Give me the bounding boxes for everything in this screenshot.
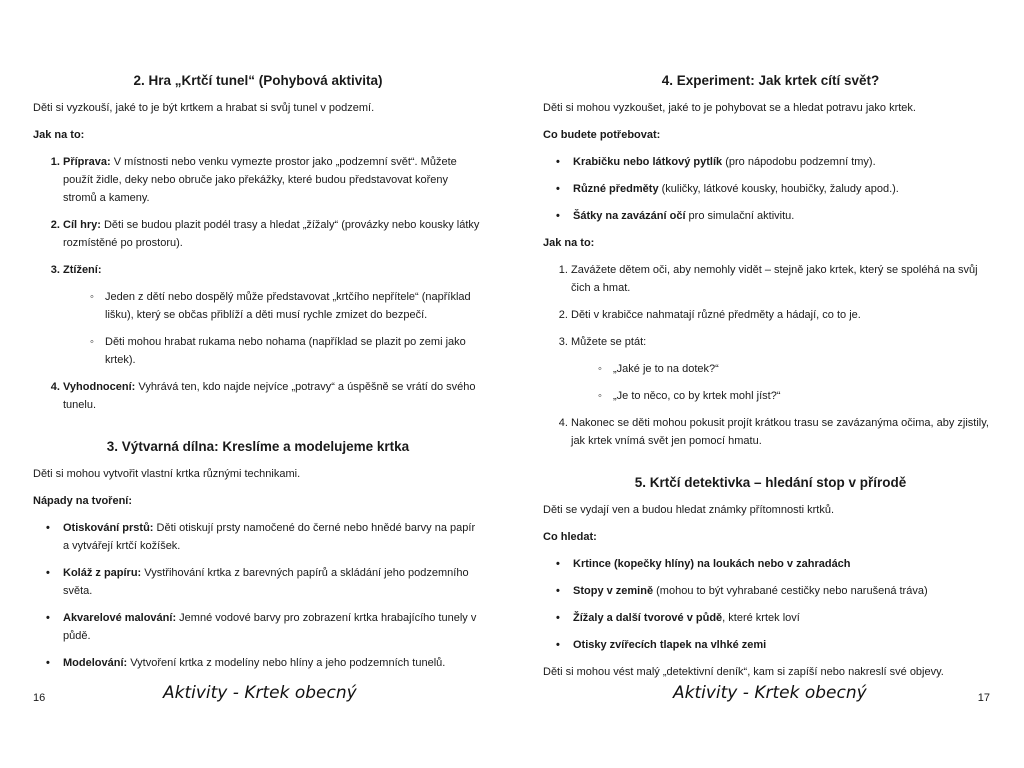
right-page-content (543, 72, 998, 690)
section4-needs (543, 153, 998, 225)
footer-title-left: Aktivity - Krtek obecný (163, 683, 357, 703)
step-text: V místnosti nebo venku vymezte prostor jako „podzemní svět“. Můžete použít židle, deky nebo obruče jako překážky, které budou představovat kořeny stromů a kameny. (63, 156, 457, 204)
item-label: Stopy v zemině (573, 585, 654, 597)
step-label: Cíl hry: (63, 219, 101, 231)
step-label: Příprava: (63, 156, 111, 168)
item-label: Šátky na zavázání očí (573, 210, 686, 222)
sub-item: ◦ Děti mohou hrabat rukama nebo nohama (například se plazit po zemi jako krtek). (105, 333, 483, 369)
step-item (571, 333, 998, 405)
section4-how-label: Jak na to: (543, 237, 595, 249)
section4-need-label: Co budete potřebovat: (543, 129, 661, 141)
step-item (63, 261, 483, 369)
item-label: Otisky zvířecích tlapek na vlhké zemi (573, 639, 767, 651)
list-item (573, 582, 998, 600)
section4-intro: Děti si mohou vyzkoušet, jaké to je pohybovat se a hledat potravu jako krtek. (543, 102, 916, 114)
step-item: 1. Zavážete dětem oči, aby nemohly vidět – stejně jako krtek, který se spoléhá na svůj čich a hmat. (571, 261, 998, 297)
item-text: (mohou to být vyhrabané cestičky nebo narušená tráva) (653, 585, 928, 597)
section5-title: 5. Krtčí detektivka – hledání stop v přírodě (634, 475, 907, 490)
list-item (573, 555, 998, 573)
step-text: Děti se budou plazit podél trasy a hledat „žížaly“ (provázky nebo kousky látky rozmístěné po prostoru). (63, 219, 480, 249)
item-text: Vystřihování krtka z barevných papírů a skládání jeho podzemního světa. (63, 567, 469, 597)
step-item: 2. Děti v krabičce nahmatají různé předměty a hádají, co to je. (571, 306, 998, 324)
step-item: 4. Nakonec se děti mohou pokusit projít krátkou trasu se zavázanýma očima, aby zjistily, jak krtek vnímá svět jen pomocí hmatu. (571, 414, 998, 450)
item-label: Různé předměty (573, 183, 659, 195)
item-text: Děti otiskují prsty namočené do černé nebo hnědé barvy na papír a vytvářejí krtčí kožíšek. (63, 522, 476, 552)
item-text: Vytvoření krtka z modelíny nebo hlíny a jeho podzemních tunelů. (127, 657, 446, 669)
item-label: Koláž z papíru: (63, 567, 142, 579)
sub-item: ◦ „Je to něco, co by krtek mohl jíst?“ (613, 387, 998, 405)
left-page-content (33, 72, 483, 681)
step-item (63, 378, 483, 414)
item-label: Otiskování prstů: (63, 522, 154, 534)
step-item (63, 216, 483, 252)
section2-title: 2. Hra „Krtčí tunel“ (Pohybová aktivita) (133, 73, 383, 88)
list-item (573, 153, 998, 171)
list-item (63, 564, 483, 600)
list-item (573, 207, 998, 225)
page-number-right: 17 (977, 692, 990, 704)
list-item (573, 180, 998, 198)
section5-outro: Děti si mohou vést malý „detektivní deník“, kam si zapíší nebo nakreslí své objevy. (543, 666, 944, 678)
left-page (33, 0, 483, 768)
item-text: pro simulační aktivitu. (685, 210, 795, 222)
section2-intro: Děti si vyzkouší, jaké to je být krtkem a hrabat si svůj tunel v podzemí. (33, 102, 375, 114)
section2-steps (33, 153, 483, 414)
step-item (63, 153, 483, 207)
item-text: , které krtek loví (722, 612, 800, 624)
list-item (63, 654, 483, 672)
item-label: Žížaly a další tvorové v půdě (573, 612, 723, 624)
section3-items (33, 519, 483, 672)
section5-intro: Děti se vydají ven a budou hledat známky přítomnosti krtků. (543, 504, 835, 516)
item-text: Jemné vodové barvy pro zobrazení krtka hrabajícího tunely v půdě. (63, 612, 477, 642)
sub-item: ◦ Jeden z dětí nebo dospělý může představovat „krtčího nepřítele“ (například lišku), který se občas přiblíží a děti musí rychle zmizet do bezpečí. (105, 288, 483, 324)
section4-steps (543, 261, 998, 450)
item-text: (pro nápodobu podzemní tmy). (722, 156, 876, 168)
section3-ideas-label: Nápady na tvoření: (33, 495, 133, 507)
section5-search-label: Co hledat: (543, 531, 597, 543)
item-label: Krabičku nebo látkový pytlík (573, 156, 723, 168)
item-label: Modelování: (63, 657, 128, 669)
section3-intro: Děti si mohou vytvořit vlastní krtka různými technikami. (33, 468, 301, 480)
list-item (573, 609, 998, 627)
sub-item: ◦ „Jaké je to na dotek?“ (613, 360, 998, 378)
section2-how-label: Jak na to: (33, 129, 85, 141)
page-number-left: 16 (33, 692, 46, 704)
item-label: Akvarelové malování: (63, 612, 177, 624)
item-label: Krtince (kopečky hlíny) na loukách nebo v zahradách (573, 558, 851, 570)
questions-sublist (571, 360, 998, 405)
step-text: Můžete se ptát: (571, 336, 647, 348)
list-item (573, 636, 998, 654)
section3-title: 3. Výtvarná dílna: Kreslíme a modelujeme krtka (106, 439, 410, 454)
footer-title-right: Aktivity - Krtek obecný (673, 683, 867, 703)
step-text: Vyhrává ten, kdo najde nejvíce „potravy“ a úspěšně se vrátí do svého tunelu. (63, 381, 476, 411)
list-item (63, 609, 483, 645)
right-page (543, 0, 998, 768)
section4-title: 4. Experiment: Jak krtek cítí svět? (661, 73, 880, 88)
item-text: (kuličky, látkové kousky, houbičky, žaludy apod.). (658, 183, 899, 195)
section5-items (543, 555, 998, 654)
list-item (63, 519, 483, 555)
difficulty-sublist (63, 288, 483, 369)
step-label: Ztížení: (63, 264, 102, 276)
step-label: Vyhodnocení: (63, 381, 136, 393)
